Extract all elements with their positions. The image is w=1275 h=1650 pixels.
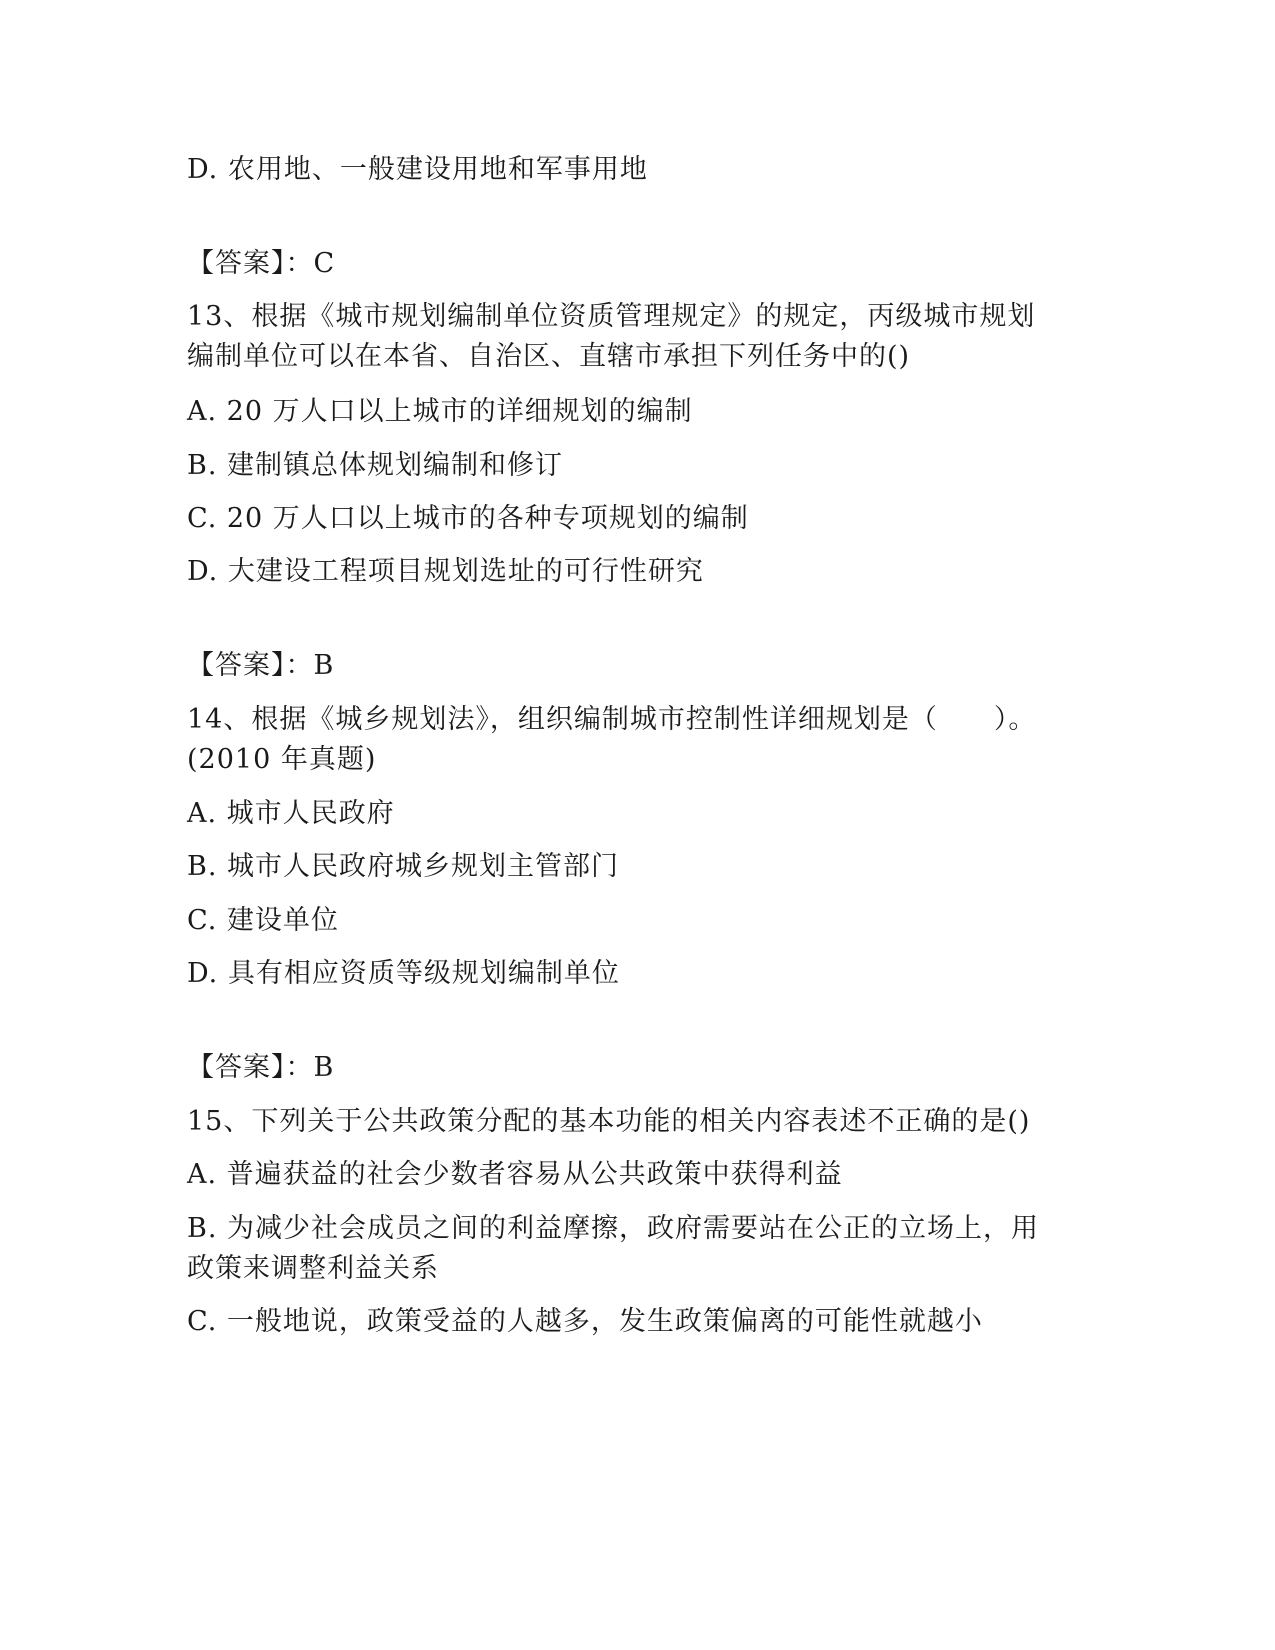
q13-stem-line-2: 编制单位可以在本省、自治区、直辖市承担下列任务中的() xyxy=(187,341,911,372)
q14-answer: 【答案】：B xyxy=(187,1052,335,1083)
q14-option-d: D. 具有相应资质等级规划编制单位 xyxy=(187,958,620,989)
q15-option-b-line-2: 政策来调整利益关系 xyxy=(187,1253,439,1284)
q15-stem: 15、下列关于公共政策分配的基本功能的相关内容表述不正确的是() xyxy=(187,1106,1031,1137)
q14-stem-line-2: (2010 年真题) xyxy=(187,744,377,775)
q15-option-c: C. 一般地说，政策受益的人越多，发生政策偏离的可能性就越小 xyxy=(187,1306,983,1337)
q12-option-d: D. 农用地、一般建设用地和军事用地 xyxy=(187,154,648,185)
q15-option-a: A. 普遍获益的社会少数者容易从公共政策中获得利益 xyxy=(187,1159,843,1190)
q15-option-b-line-1: B. 为减少社会成员之间的利益摩擦，政府需要站在公正的立场上，用 xyxy=(187,1213,1040,1244)
q14-stem-line-1: 14、根据《城乡规划法》，组织编制城市控制性详细规划是（ ）。 xyxy=(187,704,1037,735)
q14-option-c: C. 建设单位 xyxy=(187,905,339,936)
q13-option-b: B. 建制镇总体规划编制和修订 xyxy=(187,450,564,481)
q12-answer: 【答案】：C xyxy=(187,248,336,279)
q13-option-d: D. 大建设工程项目规划选址的可行性研究 xyxy=(187,556,704,587)
q13-option-a: A. 20 万人口以上城市的详细规划的编制 xyxy=(187,396,693,427)
q14-option-b: B. 城市人民政府城乡规划主管部门 xyxy=(187,851,620,882)
q13-option-c: C. 20 万人口以上城市的各种专项规划的编制 xyxy=(187,503,749,534)
q13-stem-line-1: 13、根据《城市规划编制单位资质管理规定》的规定，丙级城市规划 xyxy=(187,301,1036,332)
q14-option-a: A. 城市人民政府 xyxy=(187,798,395,829)
q13-answer: 【答案】：B xyxy=(187,650,335,681)
